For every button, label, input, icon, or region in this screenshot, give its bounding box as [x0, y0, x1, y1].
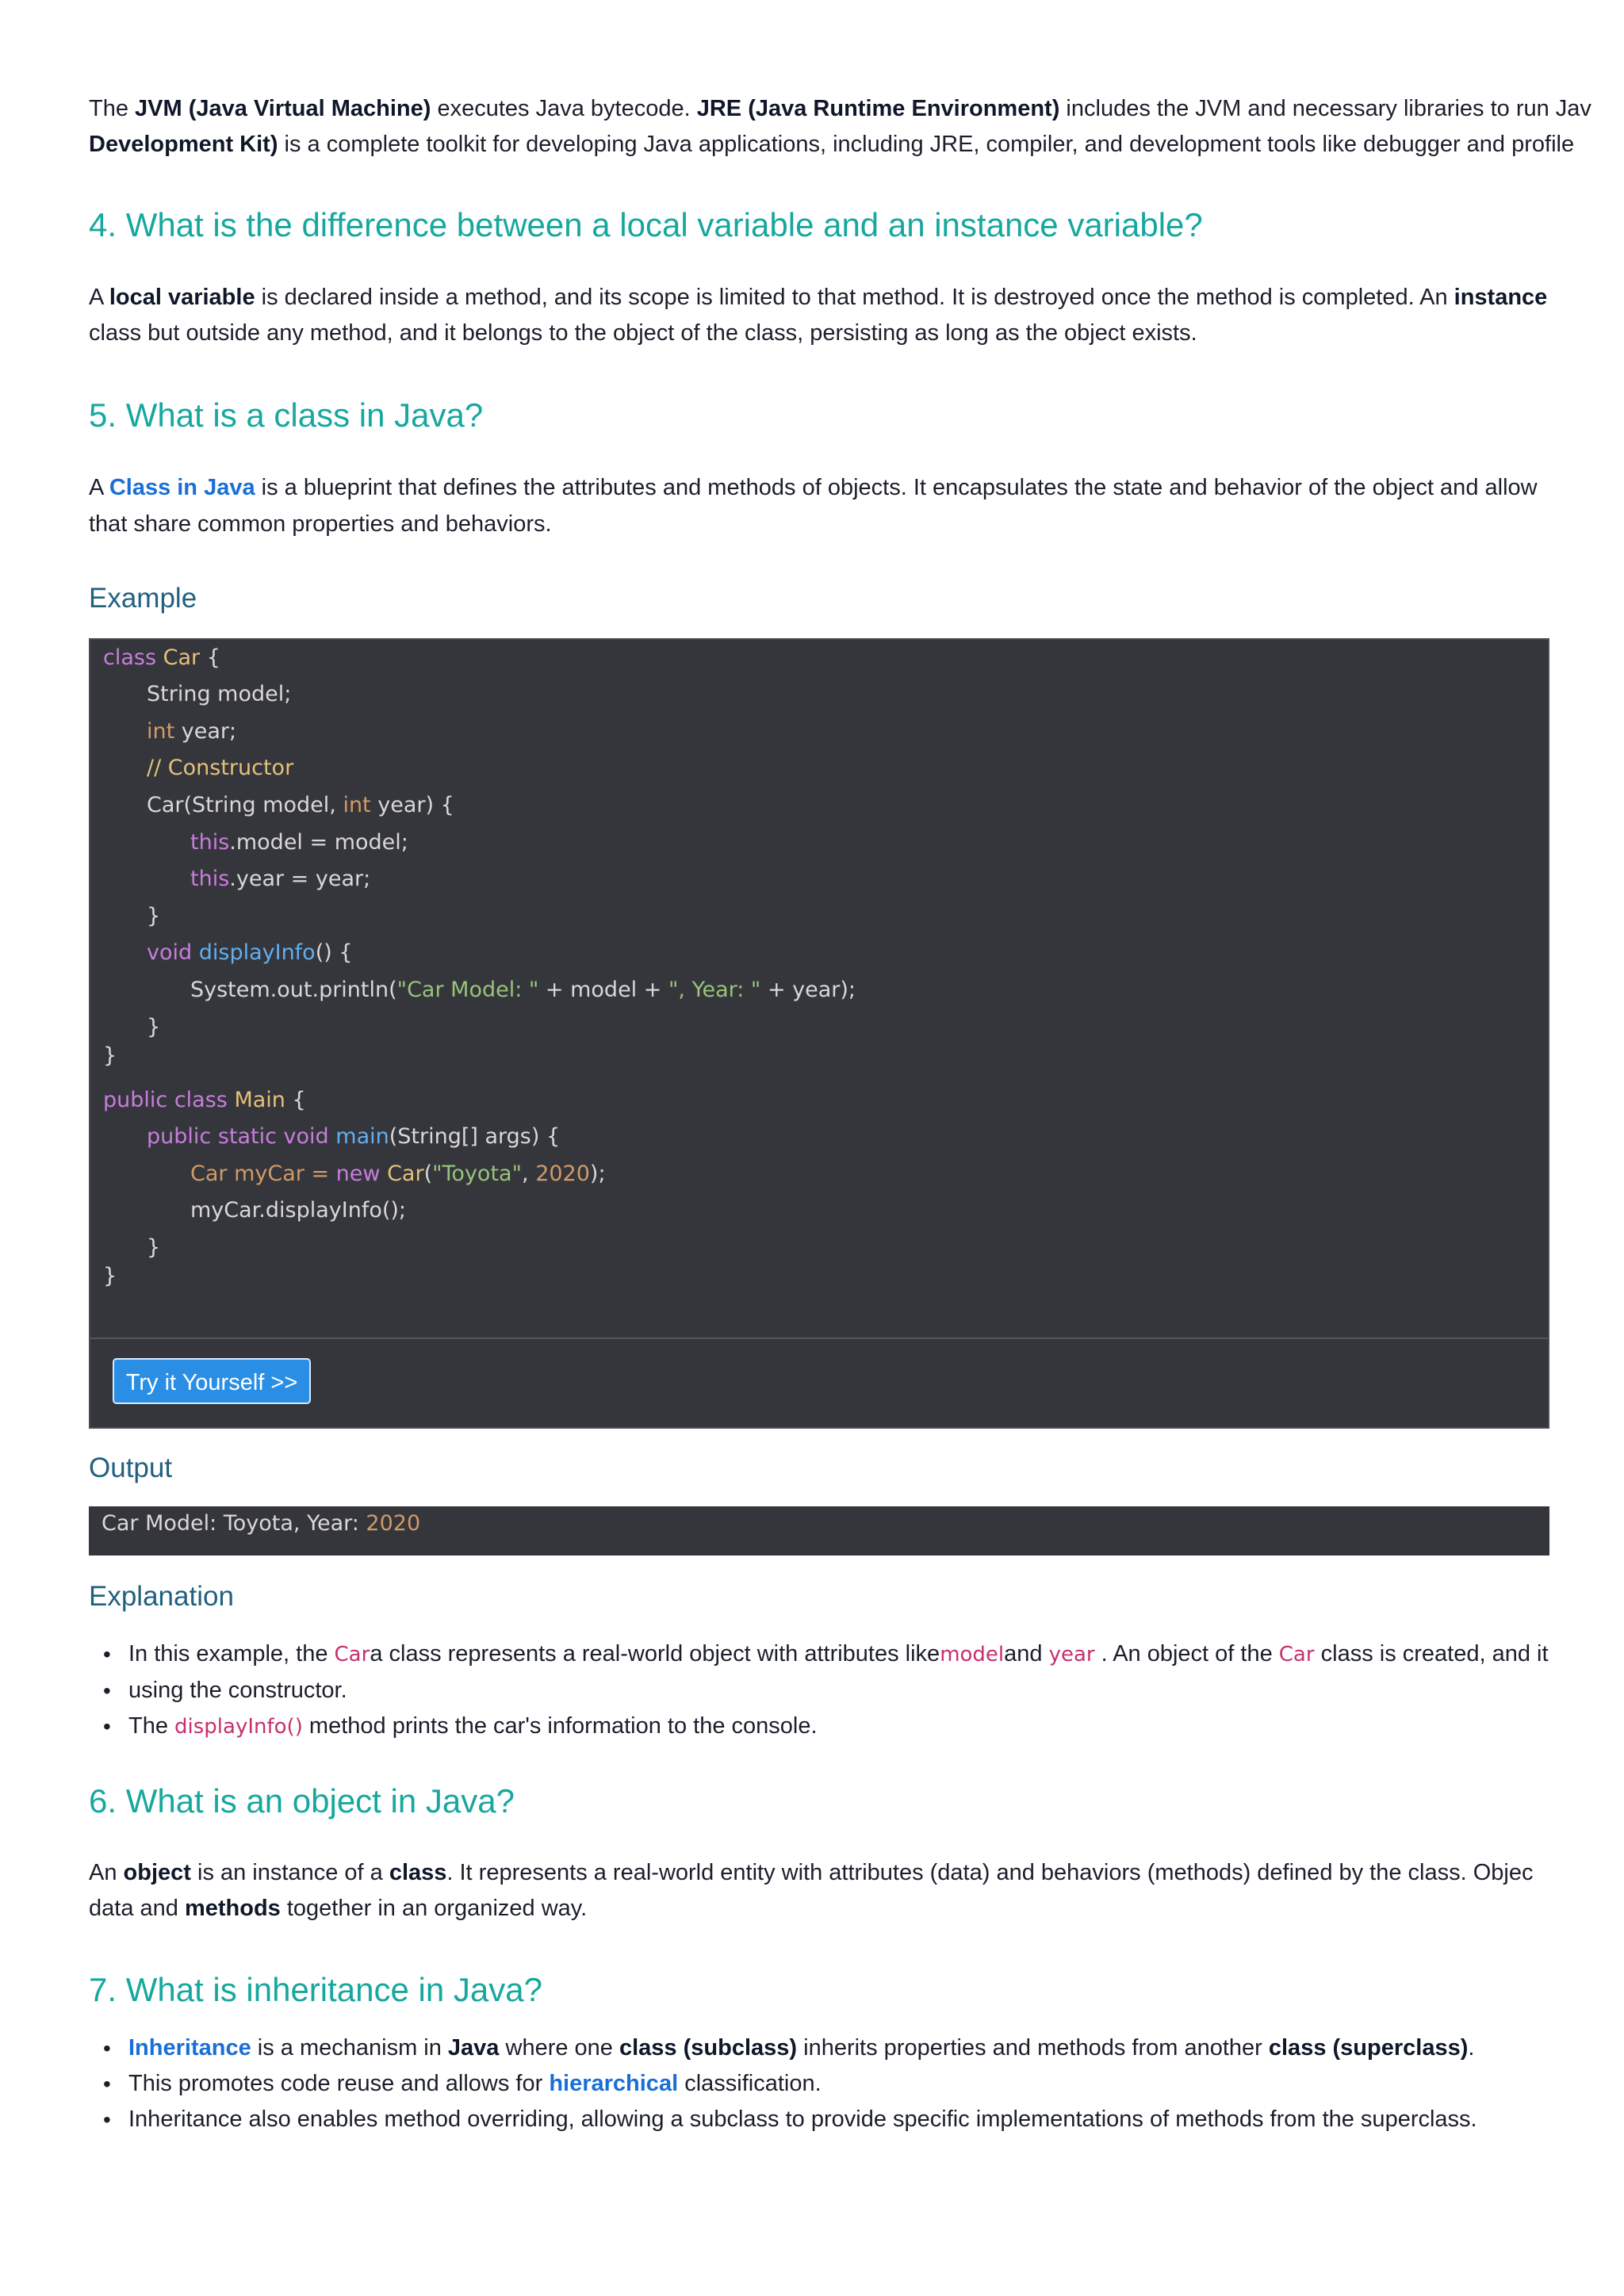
code-type: Car: [163, 645, 201, 670]
list-item: [89, 2066, 1619, 2102]
code-type: Car myCar =: [190, 1161, 336, 1186]
text: method prints the car's information to the console.: [302, 1713, 818, 1739]
text: includes the JVM and necessary libraries to run Jav: [1059, 96, 1591, 121]
code-keyword: public static void: [147, 1124, 329, 1149]
code-line: [147, 716, 236, 748]
code-text: {: [200, 645, 220, 670]
code-text: .model = model;: [229, 830, 408, 855]
bold-term-object: object: [123, 1860, 191, 1885]
code-text: year;: [174, 719, 237, 744]
text: A: [89, 285, 109, 310]
text: An: [89, 1860, 124, 1885]
code-line: [190, 1158, 606, 1190]
code-line: }: [147, 1235, 161, 1260]
text: classification.: [678, 2071, 822, 2096]
bold-term-methods: methods: [184, 1896, 281, 1921]
text: using the constructor.: [128, 1678, 347, 1703]
q5-line-2: that share common properties and behaviors.: [89, 511, 552, 537]
inline-code: year: [1048, 1643, 1095, 1667]
code-keyword: this: [190, 867, 230, 891]
text: . An object of the: [1094, 1641, 1279, 1667]
text: The: [89, 96, 136, 121]
code-line: }: [147, 1015, 161, 1039]
code-line: }: [103, 1043, 117, 1068]
code-keyword: class: [103, 645, 157, 670]
code-text: + model +: [538, 978, 668, 1002]
code-footer-divider: [90, 1337, 1548, 1339]
heading-q4: 4. What is the difference between a local variable and an instance variable?: [89, 206, 1203, 243]
code-space: [156, 645, 163, 670]
code-keyword: new: [335, 1161, 381, 1186]
list-item: [89, 1709, 1619, 1745]
code-line: String model;: [147, 682, 292, 706]
text: class is created, and it: [1314, 1641, 1549, 1667]
inline-code: Car: [334, 1643, 370, 1667]
example-heading: Example: [89, 583, 197, 614]
text: executes Java bytecode.: [431, 96, 697, 121]
inline-code: model: [940, 1643, 1005, 1667]
code-text: (String[] args) {: [389, 1124, 561, 1149]
code-text: );: [589, 1161, 606, 1186]
q6-line-1: [89, 1855, 1624, 1891]
code-type: int: [343, 793, 371, 817]
code-line: }: [103, 1264, 117, 1288]
explanation-heading: Explanation: [89, 1581, 234, 1612]
inheritance-link[interactable]: Inheritance: [128, 2035, 251, 2061]
q6-line-2: [89, 1891, 1624, 1927]
code-line: [190, 863, 370, 895]
code-line: [147, 752, 293, 784]
text: is a complete toolkit for developing Java applications, including JRE, compiler, and development tools like debugger and profile: [278, 132, 1575, 157]
text: This promotes code reuse and allows for: [128, 2071, 550, 2096]
text: is declared inside a method, and its scope is limited to that method. It is destroyed once the method is completed. An: [255, 285, 1454, 310]
code-keyword: public class: [103, 1088, 228, 1112]
bold-term-class: class: [389, 1860, 447, 1885]
bold-term-jre: JRE (Java Runtime Environment): [696, 96, 1060, 121]
code-text: + year);: [760, 978, 856, 1002]
code-type: int: [147, 719, 175, 744]
hierarchical-link[interactable]: hierarchical: [549, 2071, 679, 2096]
code-line: [190, 827, 408, 859]
text: inherits properties and methods from another: [797, 2035, 1269, 2061]
code-string: "Toyota": [432, 1161, 523, 1186]
bold-term-subclass: class (subclass): [619, 2035, 798, 2061]
list-item: • Inheritance also enables method overriding, allowing a subclass to provide specific implementations of methods from the superclass.: [89, 2102, 1619, 2137]
list-item: [89, 2030, 1619, 2066]
heading-q7: 7. What is inheritance in Java?: [89, 1971, 542, 2008]
bold-term-local-variable: local variable: [109, 285, 255, 310]
intro-line-2: [89, 127, 1624, 163]
output-heading: Output: [89, 1452, 173, 1483]
heading-q5: 5. What is a class in Java?: [89, 396, 484, 434]
output-block: [89, 1506, 1549, 1556]
code-block: [89, 638, 1549, 1429]
bold-term-jvm: JVM (Java Virtual Machine): [135, 96, 431, 121]
output-text: Car Model: Toyota, Year:: [102, 1511, 366, 1536]
code-string: ", Year: ": [668, 978, 761, 1002]
text: A: [89, 475, 109, 500]
bold-term-superclass: class (superclass): [1268, 2035, 1469, 2061]
code-line: }: [147, 904, 161, 928]
text: a class represents a real-world object with attributes like: [370, 1641, 940, 1667]
code-text: {: [285, 1088, 306, 1112]
code-comment: // Constructor: [147, 756, 294, 780]
text: . It represents a real-world entity with attributes (data) and behaviors (methods) defined by the class. Objec: [446, 1860, 1534, 1885]
text: .: [1468, 2035, 1475, 2061]
text: is a blueprint that defines the attributes and methods of objects. It encapsulates the state and behavior of the object and allow: [255, 475, 1538, 500]
code-line: [147, 1121, 560, 1153]
explanation-list: [89, 1636, 1619, 1745]
text: is an instance of a: [190, 1860, 389, 1885]
inheritance-list: [89, 2030, 1619, 2137]
code-function: main: [335, 1124, 389, 1149]
try-it-yourself-button[interactable]: Try it Yourself >>: [113, 1358, 311, 1404]
bold-term-java: Java: [447, 2035, 500, 2061]
code-text: ,: [522, 1161, 536, 1186]
code-number: 2020: [535, 1161, 590, 1186]
code-keyword: void: [147, 940, 193, 965]
code-line: myCar.displayInfo();: [190, 1198, 407, 1223]
code-text: System.out.println(: [190, 978, 397, 1002]
code-function: displayInfo: [198, 940, 316, 965]
code-line: [147, 790, 454, 821]
inline-code: Car: [1278, 1643, 1315, 1667]
bold-term-jdk: Development Kit): [89, 132, 278, 157]
code-line: [147, 937, 353, 969]
text: In this example, the: [128, 1641, 335, 1667]
q4-line-2: class but outside any method, and it belongs to the object of the class, persisting as long as the object exists.: [89, 320, 1197, 346]
text: where one: [499, 2035, 619, 2061]
code-line: [190, 974, 856, 1006]
code-text: year) {: [370, 793, 454, 817]
code-type: Car: [387, 1161, 424, 1186]
code-line: [103, 1085, 306, 1116]
code-space: [329, 1124, 336, 1149]
q5-line-1: [89, 470, 1624, 506]
code-space: [380, 1161, 387, 1186]
bold-term-instance: instance: [1454, 285, 1548, 310]
list-item: [89, 1636, 1619, 1673]
inline-code: displayInfo(): [174, 1715, 303, 1739]
code-space: [192, 940, 199, 965]
text: The: [128, 1713, 175, 1739]
code-string: "Car Model: ": [396, 978, 539, 1002]
intro-line-1: [89, 91, 1624, 127]
code-type: Main: [234, 1088, 285, 1112]
text: and: [1004, 1641, 1049, 1667]
heading-q6: 6. What is an object in Java?: [89, 1782, 515, 1820]
output-number: 2020: [366, 1511, 421, 1536]
class-in-java-link[interactable]: Class in Java: [109, 475, 255, 500]
code-text: Car(String model,: [147, 793, 343, 817]
text: is a mechanism in: [251, 2035, 448, 2061]
text: together in an organized way.: [280, 1896, 588, 1921]
code-text: (: [423, 1161, 433, 1186]
code-text: () {: [315, 940, 353, 965]
list-item-continuation: [89, 1673, 1619, 1709]
text: data and: [89, 1896, 185, 1921]
code-text: .year = year;: [229, 867, 371, 891]
code-line: [103, 642, 220, 674]
q4-line-1: [89, 280, 1624, 316]
code-keyword: this: [190, 830, 230, 855]
